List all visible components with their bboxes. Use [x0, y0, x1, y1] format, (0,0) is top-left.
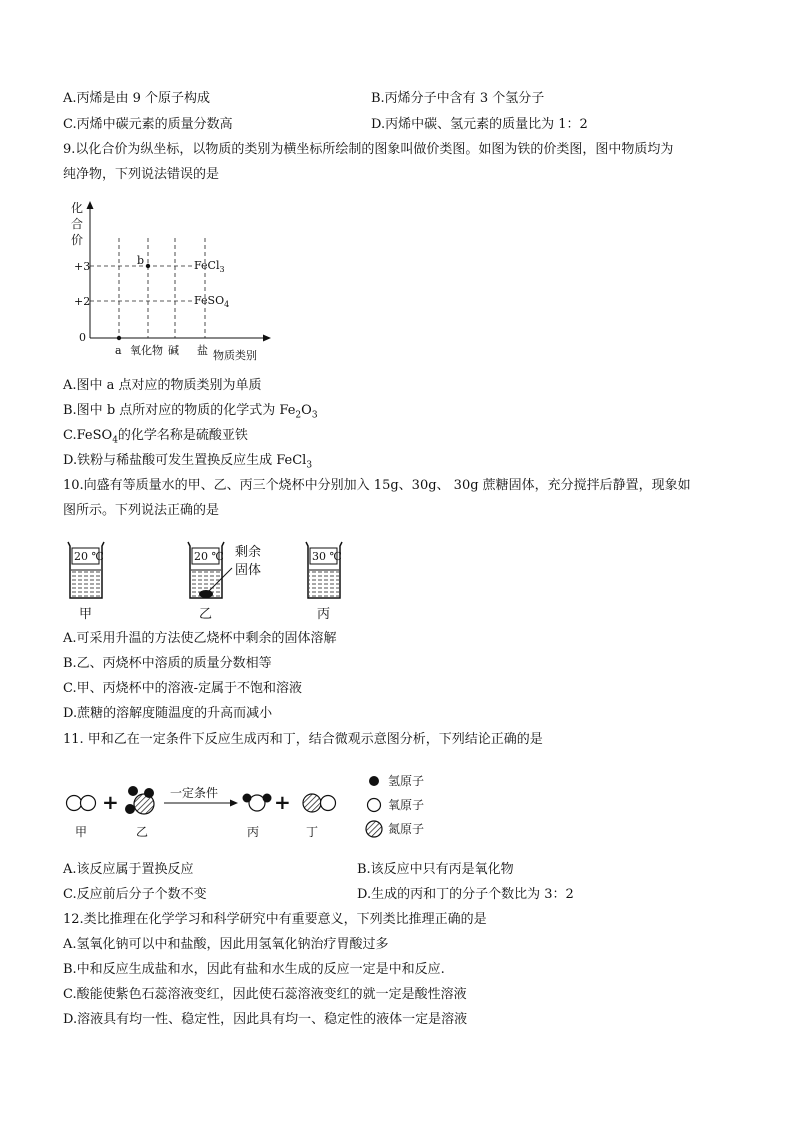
beaker-jia	[68, 542, 104, 622]
q11-micro-diagram	[60, 763, 480, 843]
point-a	[117, 336, 121, 340]
q10-beakers-figure	[60, 538, 360, 623]
q10-stem-line-1: 10.向盛有等质量水的甲、乙、丙三个烧杯中分别加入 15g、30g、 30g 蔗糖固体，充分搅拌后静置，现象如	[63, 478, 691, 493]
q8-option-row-1	[63, 90, 545, 108]
fecl3-label: FeCl$_3$	[194, 259, 225, 274]
q10-option-a: A.可采用升温的方法使乙烧杯中剩余的固体溶解	[63, 631, 337, 646]
q10-option-d: D.蔗糖的溶解度随温度的升高而减小	[63, 706, 273, 721]
legend-oxygen	[368, 798, 425, 812]
q12-option-c: C.酸能使紫色石蕊溶液变红，因此使石蕊溶液变红的就一定是酸性溶液	[63, 987, 467, 1002]
label-bing: 丙	[247, 825, 260, 839]
q11-option-d: D.生成的丙和丁的分子个数比为 3：2	[357, 887, 574, 902]
residue-label-2: 固体	[235, 563, 262, 578]
x-category-a: a	[115, 344, 122, 357]
q8-option-c: C.丙烯中碳元素的质量分数高	[63, 117, 233, 132]
q11-stem: 11. 甲和乙在一定条件下反应生成丙和丁，结合微观示意图分析，下列结论正确的是	[63, 732, 543, 747]
y-axis-label-3: 价	[71, 233, 84, 247]
feso4-label: FeSO$_4$	[194, 294, 230, 309]
beaker-yi-temp: 20 ℃	[194, 550, 224, 563]
q8-option-b: B.丙烯分子中含有 3 个氢分子	[371, 91, 545, 106]
y-axis-label-2: 合	[71, 217, 84, 231]
x-category-base: 碱	[168, 344, 179, 357]
y-tick-plus2: +2	[74, 295, 91, 308]
q9-option-d: D.铁粉与稀盐酸可发生置换反应生成 FeCl$_3$	[63, 453, 313, 471]
x-category-oxide: 氧化物	[130, 344, 163, 357]
q8-option-d: D.丙烯中碳、氢元素的质量比为 1：2	[371, 117, 588, 132]
beaker-jia-temp: 20 ℃	[74, 550, 104, 563]
y-tick-plus3: +3	[74, 260, 91, 273]
reaction-condition: 一定条件	[170, 786, 219, 800]
q8-option-a: A.丙烯是由 9 个原子构成	[63, 91, 211, 106]
y-axis-arrow	[87, 201, 94, 209]
legend-hydrogen	[369, 774, 424, 788]
residue-label-1: 剩余	[235, 545, 262, 560]
point-b	[146, 264, 150, 268]
x-axis-label: 物质类别	[213, 349, 257, 362]
q12-option-d: D.溶液具有均一性、稳定性，因此具有均一、稳定性的液体一定是溶液	[63, 1012, 468, 1027]
x-category-salt: 盐	[197, 344, 208, 357]
legend-hydrogen-label: 氢原子	[388, 774, 425, 788]
y-axis-label-1: 化	[71, 201, 84, 215]
beaker-yi	[188, 542, 261, 622]
q12-stem: 12.类比推理在化学学习和科学研究中有重要意义，下列类比推理正确的是	[63, 912, 487, 927]
beaker-yi-label: 乙	[199, 607, 213, 622]
residue-solid	[199, 590, 213, 598]
legend-nitrogen-label: 氮原子	[388, 822, 425, 836]
q9-option-b: B.图中 b 点所对应的物质的化学式为 $Fe_2O_3$	[63, 403, 318, 421]
label-jia: 甲	[75, 825, 88, 839]
q11-option-row-2	[63, 886, 574, 904]
q9-stem-line-2: 纯净物，下列说法错误的是	[63, 167, 220, 182]
plus-sign-2: +	[274, 790, 291, 814]
q11-option-row-1	[63, 861, 514, 879]
molecule-bing	[243, 794, 272, 812]
beaker-bing-temp: 30 ℃	[312, 550, 342, 563]
y-tick-zero: 0	[79, 331, 86, 344]
molecule-yi	[125, 786, 154, 814]
reaction-arrowhead	[230, 800, 238, 807]
legend-nitrogen	[366, 821, 424, 837]
q9-option-c: C.FeSO$_4$的化学名称是硫酸亚铁	[63, 428, 248, 446]
beaker-jia-label: 甲	[79, 607, 93, 622]
q8-option-row-2	[63, 116, 588, 134]
label-yi: 乙	[136, 825, 149, 839]
q11-option-c: C.反应前后分子个数不变	[63, 887, 207, 902]
q11-option-a: A.该反应属于置换反应	[63, 862, 194, 877]
x-axis-arrow	[263, 335, 271, 342]
q9-valence-chart	[60, 196, 290, 366]
q11-option-b: B.该反应中只有丙是氧化物	[357, 862, 514, 877]
molecule-ding	[303, 794, 336, 812]
q12-option-b: B.中和反应生成盐和水，因此有盐和水生成的反应一定是中和反应.	[63, 962, 445, 977]
q12-option-a: A.氢氧化钠可以中和盐酸，因此用氢氧化钠治疗胃酸过多	[63, 937, 389, 952]
beaker-bing-label: 丙	[317, 607, 331, 622]
plus-sign-1: +	[102, 790, 119, 814]
beaker-bing	[306, 542, 342, 622]
molecule-jia	[67, 796, 96, 811]
point-b-label: b	[137, 254, 145, 267]
q10-option-b: B.乙、丙烧杯中溶质的质量分数相等	[63, 656, 272, 671]
q9-stem-line-1: 9.以化合价为纵坐标，以物质的类别为横坐标所绘制的图象叫做价类图。如图为铁的价类图，图中物质均为	[63, 142, 674, 157]
legend-oxygen-label: 氧原子	[388, 798, 425, 812]
q10-stem-line-2: 图所示。下列说法正确的是	[63, 503, 220, 518]
q9-option-a: A.图中 a 点对应的物质类别为单质	[63, 378, 262, 393]
label-ding: 丁	[306, 825, 319, 839]
q10-option-c: C.甲、丙烧杯中的溶液-定属于不饱和溶液	[63, 681, 303, 696]
